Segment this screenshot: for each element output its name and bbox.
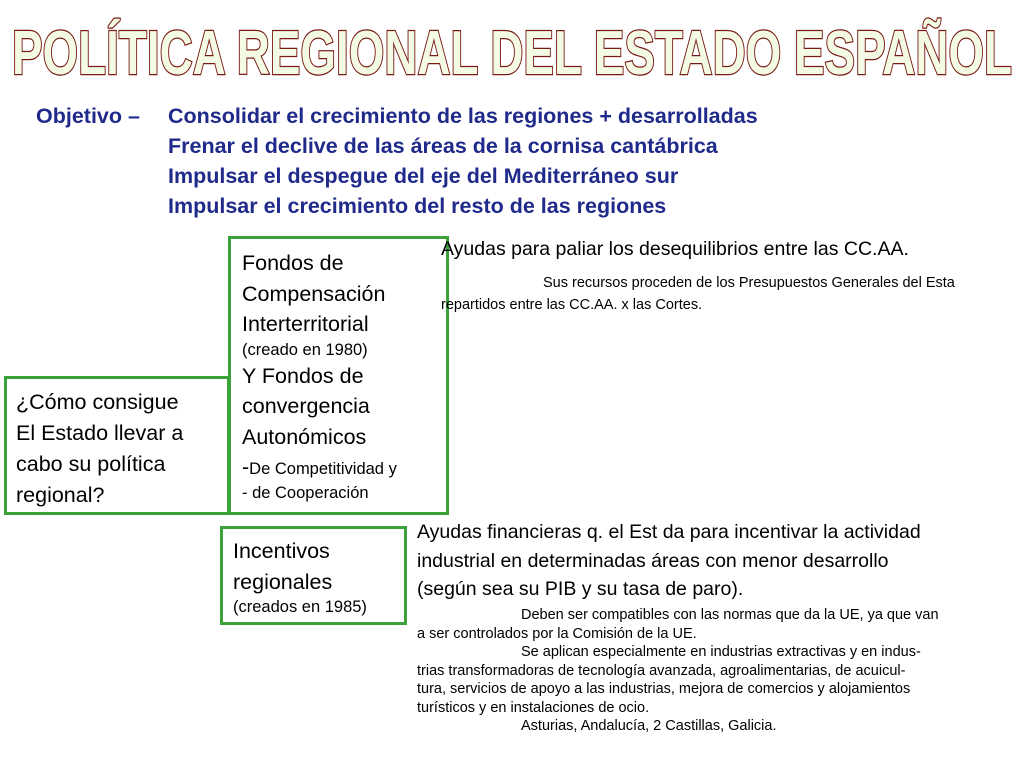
incentives-description-line: (según sea su PIB y su tasa de paro). <box>417 578 744 600</box>
note-text: Se aplican especialmente en industrias extractivas y en indus- <box>521 644 921 660</box>
objective-row <box>36 191 1016 221</box>
fci-title-line: convergencia <box>242 394 370 418</box>
fci-title-line: Autonómicos <box>242 424 367 449</box>
objective-lead: Objetivo – <box>36 104 140 128</box>
incentives-description <box>417 518 1022 604</box>
objective-item: Impulsar el despegue del eje del Mediterráneo sur <box>168 164 679 188</box>
incentives-title-line: regionales <box>233 569 333 594</box>
page-title-banner <box>0 4 1024 84</box>
note-line <box>417 643 1022 662</box>
question-box <box>4 376 230 515</box>
note-line <box>417 717 1022 736</box>
objective-item: Impulsar el crecimiento del resto de las regiones <box>168 194 667 218</box>
note-line: a ser controlados por la Comisión de la UE. <box>417 625 697 642</box>
objective-row <box>36 131 1016 161</box>
incentives-description-line: industrial en determinadas áreas con menor desarrollo <box>417 549 889 572</box>
fci-title-line: Fondos de <box>242 251 344 275</box>
compensation-funds-box <box>228 236 449 515</box>
objectives-block <box>36 101 1016 221</box>
note-line <box>417 606 1022 625</box>
fci-headline: Ayudas para paliar los desequilibrios entre las CC.AA. <box>441 238 909 260</box>
fci-title-line: Interterritorial <box>242 312 369 336</box>
regional-incentives-box <box>220 526 407 625</box>
fci-list-dash: - <box>242 455 250 479</box>
note-line: turísticos y en instalaciones de ocio. <box>417 699 650 716</box>
fci-list-text: De Competitividad y <box>249 460 397 478</box>
note-text: Asturias, Andalucía, 2 Castillas, Galicia. <box>521 718 777 734</box>
incentives-title-line: Incentivos <box>233 539 330 563</box>
question-line: regional? <box>16 483 105 507</box>
note-line: tura, servicios de apoyo a las industrias, mejora de comercios y alojamientos <box>417 681 911 697</box>
fci-title-line: Compensación <box>242 281 386 306</box>
fci-resources-line: repartidos entre las CC.AA. x las Cortes. <box>441 297 703 313</box>
question-line: ¿Cómo consigue <box>16 390 179 414</box>
page-title: POLÍTICA REGIONAL DEL ESTADO ESPAÑOL <box>12 19 1012 84</box>
objective-item: Frenar el declive de las áreas de la cornisa cantábrica <box>168 134 718 158</box>
incentives-notes <box>417 606 1022 736</box>
incentives-created-date: (creados en 1985) <box>233 598 367 616</box>
note-text: Deben ser compatibles con las normas que da la UE, ya que van <box>521 607 939 623</box>
page-title-graphic <box>0 4 1024 84</box>
objective-row <box>36 161 1016 191</box>
fci-list-item: - de Cooperación <box>242 483 369 502</box>
question-line: cabo su política <box>16 452 166 476</box>
fci-created-date: (creado en 1980) <box>242 340 368 359</box>
fci-resources-line: Sus recursos proceden de los Presupuestos Generales del Esta <box>543 275 955 291</box>
fci-title-line: Y Fondos de <box>242 363 364 388</box>
fci-list-item <box>242 452 446 483</box>
question-line: El Estado llevar a <box>16 421 184 445</box>
objective-row <box>36 101 1016 131</box>
fci-resources-note <box>441 272 1024 316</box>
incentives-description-line: Ayudas financieras q. el Est da para incentivar la actividad <box>417 521 921 543</box>
objective-item: Consolidar el crecimiento de las regiones + desarrolladas <box>168 104 758 128</box>
note-line: trias transformadoras de tecnología avanzada, agroalimentarias, de acuicul- <box>417 662 906 679</box>
